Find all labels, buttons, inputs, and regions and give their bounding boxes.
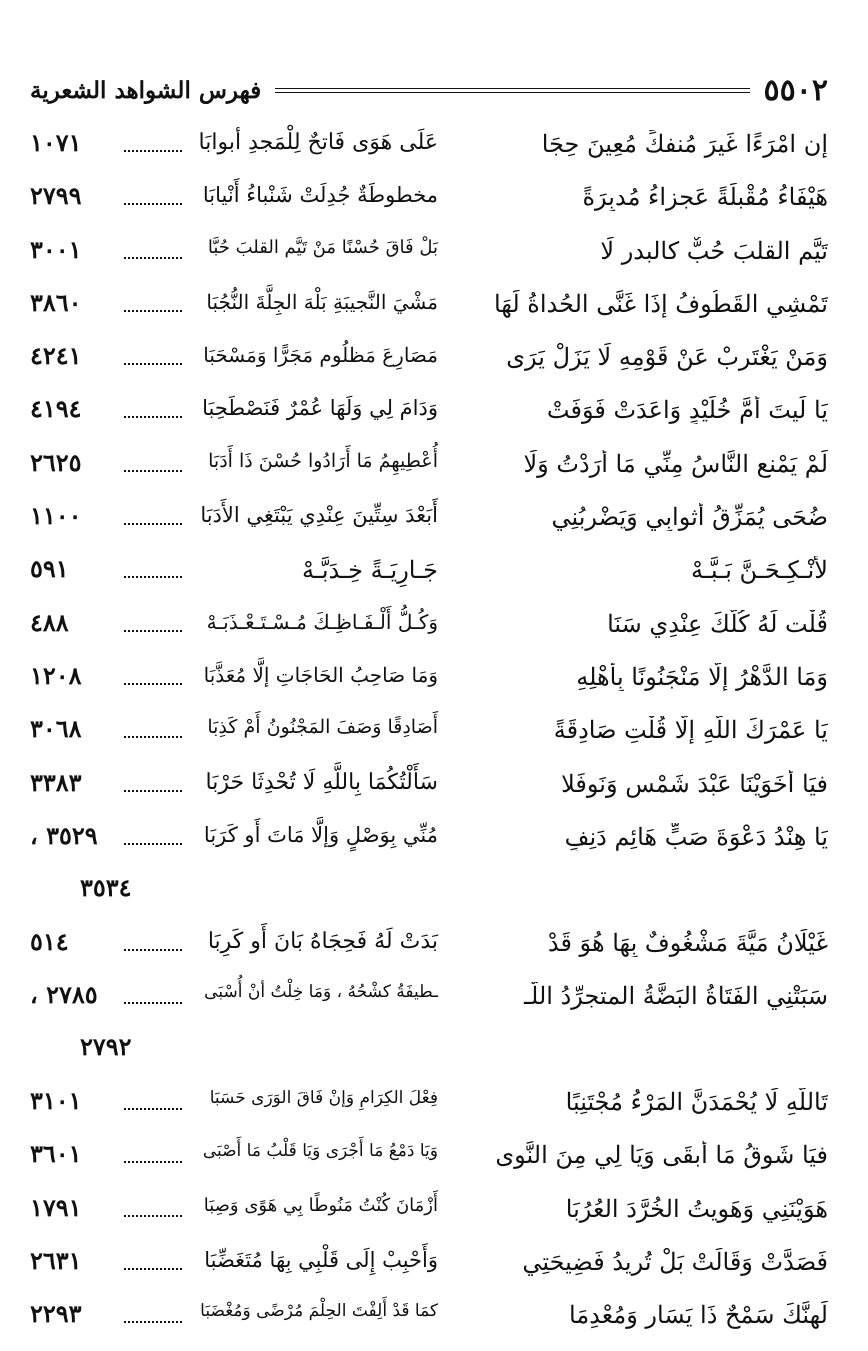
reference-number: ٢٢٩٣ [30, 1299, 82, 1329]
verse-second-hemistich: مخطوطَةٌ جُدِلَتْ شَنْباءُ أَنْيابَا [202, 183, 438, 208]
verse-second-hemistich: جَـارِيَـةً خِـدَبَّـهْ [301, 556, 438, 585]
verse-entry [0, 384, 868, 437]
verse-first-hemistich: تَيَّم القلبَ حُبٌّ كالبدرِ لَا [600, 236, 828, 265]
dot-leader [124, 243, 182, 259]
verse-second-hemistich: وَكُـلُّ أَلْـفَـاظِـكَ مُـسْـتَـعْـذَبَـهْ [206, 609, 438, 634]
verse-second-hemistich: وَمَا صَاحِبُ الحَاجَاتِ إلَّا مُعَذَّبَا [203, 662, 438, 687]
reference-number: ٤١٩٤ [30, 394, 82, 424]
verse-entry [0, 1076, 868, 1129]
verse-entry [0, 811, 868, 917]
reference-number: ٢٦٣١ [30, 1246, 82, 1276]
dot-leader [124, 136, 182, 152]
verse-first-hemistich: وَمَا الدَّهْرُ إلَّا مَنْجَنُونًا بِأَهْلِهِ [576, 662, 828, 691]
verse-entry [0, 1183, 868, 1236]
reference-number: ١١٠٠ [30, 501, 82, 531]
reference-number: ٢٦٢٥ [30, 447, 82, 477]
reference-number: ١٢٠٨ [30, 660, 82, 690]
header-rule [275, 88, 749, 93]
dot-leader [124, 509, 182, 525]
verse-first-hemistich: يَا لَيتَ أُمَّ خُلَيْدٍ وَاعَدَتْ فَوَفَتْ [546, 396, 828, 425]
dot-leader [124, 988, 182, 1004]
verse-first-hemistich: إن امْرَءًا غَيرَ مُنفكٍّ مُعِينَ حِجَا [541, 130, 828, 158]
dot-leader [124, 296, 182, 312]
verse-first-hemistich: يَا عَمْرَكَ اللَّهِ إلَّا قُلْتِ صَادِقَةً [553, 716, 828, 745]
verse-second-hemistich: أَزْمَانَ كُنْتُ مَنُوطًا بِي هَوًى وَصِبَا [203, 1194, 438, 1216]
dot-leader [124, 669, 182, 685]
verse-entry [0, 331, 868, 384]
verse-first-hemistich: غَيْلَانُ مَيَّةَ مَشْغُوفٌ بِهَا هُوَ قَدْ [547, 928, 828, 957]
dot-leader [124, 189, 182, 205]
reference-number: ٢٧٨٥ ، [30, 980, 98, 1010]
verse-second-hemistich: أَصَادِقًا وَصَفَ المَجْنُونُ أَمْ كَذِبَا [207, 716, 438, 739]
reference-number: ٣٨٦٠ [30, 287, 82, 317]
verse-second-hemistich: بَلْ فَاقَ حُسْنًا مَنْ تَيَّم القلبَ حُبَّا [207, 236, 438, 258]
verse-entry [0, 171, 868, 224]
reference-number-continued: ٢٧٩٢ [80, 1032, 132, 1062]
dot-leader [124, 1307, 182, 1323]
verse-entry [0, 491, 868, 544]
verse-entry [0, 651, 868, 704]
dot-leader [124, 1201, 182, 1217]
verse-first-hemistich: فيَا أَخَوَيْنَا عَبْدَ شَمْسٍ وَنَوفَلا [561, 769, 828, 798]
dot-leader [124, 349, 182, 365]
dot-leader [124, 935, 182, 951]
verse-first-hemistich: يَا هِنْدُ دَعْوَةَ صَبٍّ هَائِم دَنِفٍ [564, 822, 828, 851]
reference-number: ٤٨٨ [30, 607, 69, 637]
verse-first-hemistich: فَصَدَّتْ وَقَالَتْ بَلْ تُرِيدُ فَضِيحَتِي [522, 1248, 828, 1277]
verse-entry [0, 1289, 868, 1342]
verse-second-hemistich: سَأَلْتُكُمَا بِاللَّهِ لَا تُحْدِثَا حَرْبَا [205, 769, 438, 795]
verse-entry [0, 970, 868, 1076]
reference-number: ٣٠٠١ [30, 234, 82, 264]
verse-entry [0, 118, 868, 171]
verse-second-hemistich: وَدَامَ لِي وَلَهَا عُمْرٌ فَنَصْطَحِبَا [202, 396, 438, 421]
verse-entry [0, 278, 868, 331]
verse-index [0, 118, 868, 1343]
reference-number: ١٠٧١ [30, 128, 82, 157]
dot-leader [124, 722, 182, 738]
reference-number: ٢٧٩٩ [30, 181, 82, 211]
verse-second-hemistich: كمَا قَدْ أَلِفْتَ الحِلْمَ مُرْضًى وَمُغْضَبَا [200, 1301, 438, 1322]
dot-leader [124, 1254, 182, 1270]
reference-number: ٣٠٦٨ [30, 714, 82, 744]
reference-number: ١٧٩١ [30, 1192, 82, 1222]
verse-entry [0, 704, 868, 757]
verse-first-hemistich: فيَا شَوقُ مَا أَبقَى وَيَا لِي مِنَ النَّوى [495, 1141, 828, 1170]
dot-leader [124, 616, 182, 632]
verse-first-hemistich: لَمْ يَمْنعِ النَّاسُ مِنِّي مَا أَرَدْتُ وَلَا [523, 449, 828, 478]
dot-leader [124, 1147, 182, 1163]
verse-second-hemistich: فِعْلَ الكِرَامِ وَإنْ فَاقَ الوَرَى حَسَبَا [209, 1088, 438, 1109]
verse-entry [0, 917, 868, 970]
dot-leader [124, 402, 182, 418]
reference-number: ٥١٤ [30, 926, 69, 956]
dot-leader [124, 1094, 182, 1110]
dot-leader [124, 562, 182, 578]
verse-first-hemistich: تَاللَّهِ لَا يُحْمَدَنَّ المَرْءُ مُجْتَنِبًا [565, 1088, 828, 1117]
reference-number: ٣١٠١ [30, 1086, 82, 1116]
verse-second-hemistich: مَشْيَ النَّجيبَةِ بَلْهَ الجِلَّةَ النُّجُبَا [206, 289, 438, 314]
verse-second-hemistich: مَصَارِعَ مَظلُوم مَجَرًّا وَمَسْحَبَا [203, 343, 438, 368]
verse-first-hemistich: سَبَتْنِي الفَتَاةُ البَضَّةُ المتجرِّدُ اللَّـ [524, 982, 828, 1011]
verse-entry [0, 225, 868, 278]
verse-first-hemistich: وَمَنْ يَغْتَرِبْ عَنْ قَوْمِهِ لَا يَزَلْ يَرَى [506, 343, 828, 372]
reference-number: ٥٩١ [30, 554, 69, 584]
verse-first-hemistich: قُلْت لَهُ كُلُّكَ عِنْدِي سَنَا [607, 609, 828, 638]
verse-entry [0, 758, 868, 811]
verse-second-hemistich: مُنِّي بِوَصْلٍ وَإلَّا مَاتَ أَو كَرَبَا [203, 822, 438, 847]
dot-leader [124, 776, 182, 792]
verse-entry [0, 438, 868, 491]
verse-second-hemistich: أُعْطِيهِمُ مَا أَرَادُوا حُسْنَ ذَا أَدَبَا [208, 449, 438, 472]
verse-first-hemistich: ضُحَى يُمَزِّقُ أثوابِي وَيَضْرِبُنِي [551, 503, 828, 532]
page-number: ٥٥٠٢ [763, 72, 828, 108]
page-title: فهرس الشواهد الشعرية [30, 76, 262, 104]
verse-second-hemistich: وَأَحْبِبْ إِلَى قَلْبِي بِهَا مُتَغَضِّبَا [204, 1248, 438, 1273]
page-header [30, 70, 828, 110]
verse-first-hemistich: هَوَيْنَنِي وَهَوِيتُ الخُرَّدَ العُرُبَا [565, 1194, 828, 1223]
verse-second-hemistich: ـطيفَةُ كشْحُهُ ، وَمَا خِلْتُ أنْ أُسْبَى [204, 982, 438, 1003]
reference-number: ٤٢٤١ [30, 341, 82, 371]
dot-leader [124, 829, 182, 845]
verse-entry [0, 544, 868, 597]
verse-first-hemistich: لَهِنَّكَ سَمْحٌ ذَا يَسَارٍ وَمُعْدِمَا [569, 1301, 828, 1330]
reference-number: ٣٣٨٣ [30, 767, 82, 797]
verse-second-hemistich: عَلَى هَوَى فَاتحٌ لِلْمَجدِ أبوابَا [198, 130, 438, 155]
verse-entry [0, 1236, 868, 1289]
verse-first-hemistich: لأُنْـكِـحَـنَّ بَـبَّـهْ [691, 556, 828, 585]
verse-second-hemistich: أَبَعْدَ سِتِّينَ عِنْدِي يَبْتَغِي الأَدَبَا [200, 503, 438, 528]
verse-second-hemistich: بَدَتْ لَهُ فَحِجَاهُ بَانَ أَو كَرِبَا [207, 928, 438, 954]
reference-number: ٣٥٢٩ ، [30, 820, 98, 850]
verse-first-hemistich: تَمْشِي القَطُوفُ إذَا غَنَّى الحُداةُ لَهَا [493, 289, 828, 318]
verse-entry [0, 598, 868, 651]
reference-number-continued: ٣٥٣٤ [80, 872, 132, 902]
verse-first-hemistich: هَيْفَاءُ مُقْبلَةً عَجزاءُ مُدبِرَةً [582, 183, 828, 212]
reference-number: ٣٦٠١ [30, 1139, 82, 1169]
dot-leader [124, 456, 182, 472]
verse-entry [0, 1129, 868, 1182]
verse-second-hemistich: وَيَا دَمْعُ مَا أَجْرَى وَيَا قَلْبُ مَا أَصْبَى [202, 1141, 438, 1162]
